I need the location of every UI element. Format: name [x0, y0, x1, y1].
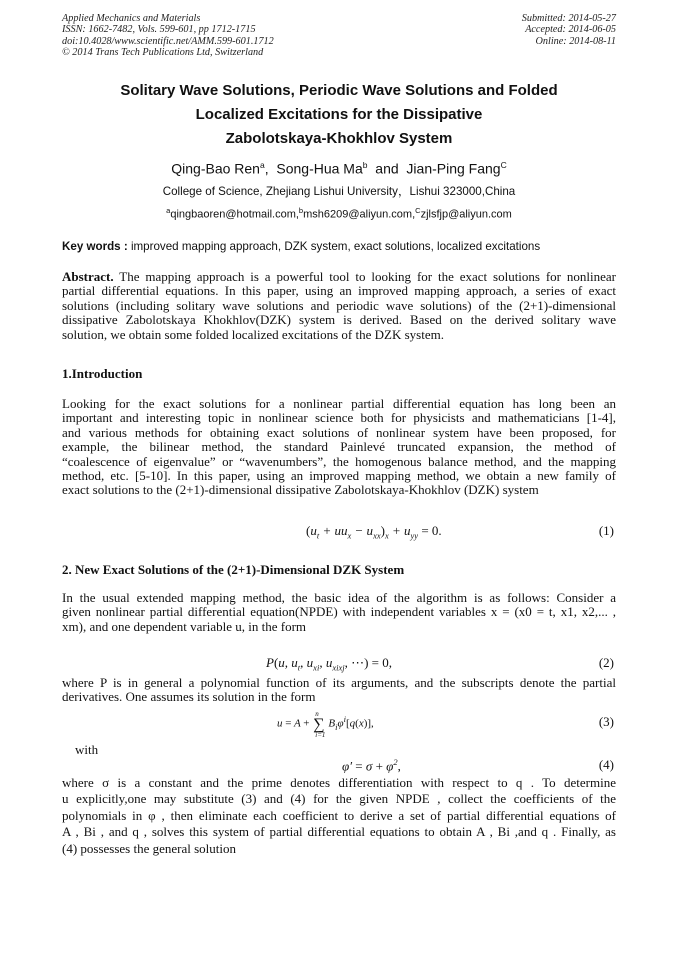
section-heading-introduction: 1.Introduction: [62, 366, 143, 381]
method-paragraph: [62, 676, 616, 705]
journal-name: Applied Mechanics and Materials: [62, 13, 201, 24]
body-line: “coalescence of eigenvalue” or “wavenumbers”, the homogenous balance method, and the mapping: [62, 453, 616, 469]
author-conjunction: and: [375, 160, 399, 177]
body-line: derivatives. One assumes its solution in the form: [62, 689, 316, 705]
abstract-line: solution, we obtain some folded localized excitations of the DZK system.: [62, 326, 444, 342]
body-line: important and interesting topic in nonlinear science both for physicists and mathematicians [1-4],: [62, 410, 616, 426]
affiliation: College of Science, Zhejiang Lishui University，Lishui 323000,China: [162, 185, 516, 198]
body-line: method, etc. [5-10]. In this paper, using an improved mapping method, we obtain a new family of: [62, 468, 616, 484]
equation-riccati: $\varphi' = \sigma + \varphi^2$,: [342, 757, 401, 774]
journal-info: [62, 13, 274, 59]
author-name: Song-Hua Ma: [276, 160, 363, 177]
body-line: exact solutions to the (2+1)-dimensional dissipative Zabolotskaya-Khokhlov (DZK) system: [62, 482, 539, 498]
author-affil-mark: C: [500, 160, 507, 170]
abstract-line: The mapping approach is a powerful tool to looking for the exact solutions for nonlinear: [113, 269, 616, 284]
equation-number: (2): [598, 655, 614, 670]
body-line: polynomials in φ , then eliminate each coefficient to derive a set of partial differential equations of: [62, 807, 616, 823]
body-line: where P is in general a polynomial function of its arguments, and the subscripts denote the partial: [62, 675, 616, 690]
body-line: A , Bi , and q , solves this system of partial differential equations to obtain A , Bi ,and q . Finally, as: [62, 824, 616, 840]
equation-ansatz: u = A + ∑ n i=1 $B_i\varphi^i[q(x)]$,: [277, 709, 374, 739]
submitted-date: Submitted: 2014-05-27: [521, 13, 616, 24]
keywords-text: improved mapping approach, DZK system, exact solutions, localized excitations: [127, 240, 541, 253]
title-line: Zabolotskaya-Khokhlov System: [225, 130, 453, 147]
body-line: and various methods for obtaining exact solutions of nonlinear system have been proposed, for: [62, 424, 616, 440]
summation-symbol: ∑ n i=1: [313, 709, 326, 739]
body-line: u explicitly,one may substitute (3) and (4) for the given NPDE , collect the coefficients of the: [62, 791, 616, 807]
method-paragraph: [62, 591, 616, 634]
author-affil-mark: b: [362, 160, 368, 170]
author-email[interactable]: zjlsfjp@aliyun.com: [420, 208, 512, 221]
abstract-label: Abstract.: [62, 269, 114, 284]
author-list: Qing-Bao Ren$^a$, Song-Hua Ma$^b$ and Jian-Ping Fang$^C$: [171, 160, 507, 177]
accepted-date: Accepted: 2014-06-05: [525, 24, 616, 36]
equation-number: (4): [598, 757, 614, 772]
body-line: Looking for the exact solutions for a nonlinear partial differential equation has long been an: [62, 396, 616, 411]
equation-dzk: $(u_t + uu_x - u_{xx})_x + u_{yy} = 0$.: [306, 523, 442, 541]
email-mark: b: [298, 206, 304, 215]
body-line: xm), and one dependent variable u, in the form: [62, 618, 307, 634]
issn-line: ISSN: 1662-7482, Vols. 599-601, pp 1712-1715: [62, 24, 256, 36]
body-line: (4) possesses the general solution: [62, 840, 237, 856]
author-email[interactable]: msh6209@aliyun.com,: [303, 208, 416, 221]
publication-dates: [522, 13, 616, 47]
online-date: Online: 2014-08-11: [535, 35, 616, 47]
method-paragraph: [62, 775, 616, 857]
copyright-line: © 2014 Trans Tech Publications Ltd, Switzerland: [62, 47, 264, 59]
paper-title: [62, 79, 616, 151]
equation-number: (1): [598, 523, 614, 538]
equation-npde: P(u, $u_t$, $u_{xi}$, $u_{xixj}$, ⋯) = 0,: [266, 655, 393, 673]
abstract-line: solutions (including solitary wave solutions and periodic wave solutions) of the (2+1)-dimensional: [62, 297, 616, 313]
equation-number: (3): [598, 714, 614, 729]
author-name: Jian-Ping Fang: [406, 160, 501, 177]
author-affil-mark: a: [259, 160, 265, 170]
abstract-line: partial differential equations. In this paper, using an improved mapping approach, a series of exact: [62, 283, 616, 299]
abstract-line: dissipative Zabolotskaya Khokhlov(DZK) system is derived. Based on the derived solitary wave: [62, 312, 616, 328]
body-line: In the usual extended mapping method, the basic idea of the algorithm is as follows: Consider a: [62, 590, 616, 605]
abstract: [62, 270, 616, 342]
body-line: example, the bilinear method, the standard Painlevé truncated expansion, the method of: [62, 439, 616, 455]
title-line: Solitary Wave Solutions, Periodic Wave Solutions and Folded: [120, 82, 558, 99]
keywords-label: Key words :: [62, 240, 128, 253]
author-name: Qing-Bao Ren: [171, 160, 260, 177]
title-line: Localized Excitations for the Dissipative: [195, 106, 483, 123]
email-mark: a: [166, 206, 171, 215]
introduction-paragraph: [62, 397, 616, 498]
doi-line: doi:10.4028/www.scientific.net/AMM.599-601.1712: [62, 35, 274, 47]
keywords: [62, 240, 540, 253]
body-line: where σ is a constant and the prime denotes differentiation with respect to q . To determine: [62, 775, 616, 790]
section-heading-exact-solutions: 2. New Exact Solutions of the (2+1)-Dimensional DZK System: [62, 562, 405, 577]
author-emails: [62, 206, 616, 221]
author-email[interactable]: qingbaoren@hotmail.com,: [170, 208, 299, 221]
body-line: given nonlinear partial differential equation(NPDE) with independent variables x = (x0 = t, x1, x2,... ,: [62, 604, 616, 620]
email-mark: C: [415, 206, 421, 215]
with-text: with: [75, 742, 99, 757]
